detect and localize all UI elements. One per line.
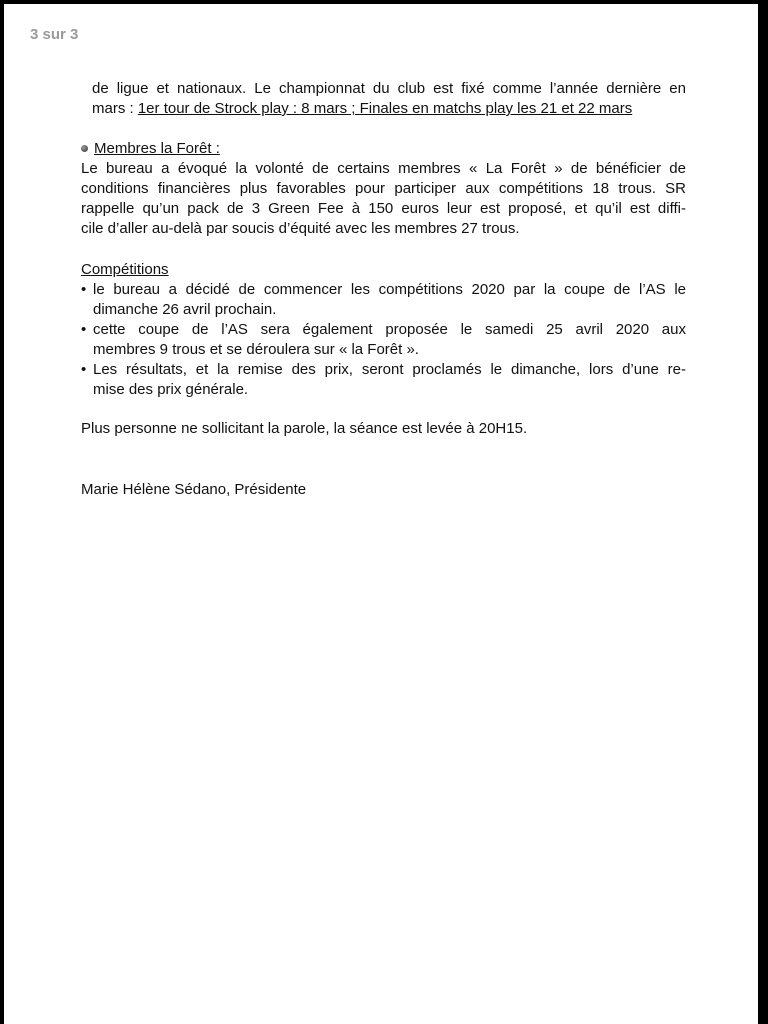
- closing-statement: Plus personne ne sollicitant la parole, la séance est levée à 20H15.: [81, 420, 528, 437]
- intro-line-2-prefix: mars :: [92, 100, 138, 117]
- document-page: [4, 4, 758, 1024]
- foret-line-3: rappelle qu’un pack de 3 Green Fee à 150 euros leur est proposé, et qu’il est diffi-: [81, 200, 686, 217]
- bullet-dot-icon: [81, 145, 88, 152]
- foret-heading: Membres la Forêt :: [94, 140, 220, 157]
- competitions-heading: Compétitions: [81, 261, 169, 278]
- signature: Marie Hélène Sédano, Présidente: [81, 481, 307, 498]
- competition-item-2-line-1: cette coupe de l’AS sera également proposée le samedi 25 avril 2020 aux: [93, 321, 686, 338]
- intro-line-2: [92, 99, 686, 119]
- list-bullet: •: [81, 321, 87, 338]
- championship-dates: 1er tour de Strock play : 8 mars ; Finales en matchs play les 21 et 22 mars: [137, 100, 633, 117]
- foret-heading-row: [81, 139, 220, 159]
- foret-line-2: conditions financières plus favorables pour participer aux compétitions 18 trous. SR: [81, 180, 686, 197]
- competition-item-2-line-2: membres 9 trous et se déroulera sur « la Forêt ».: [93, 341, 419, 358]
- foret-line-4: cile d’aller au-delà par soucis d’équité avec les membres 27 trous.: [81, 220, 520, 237]
- competition-item-3-line-2: mise des prix générale.: [93, 381, 249, 398]
- foret-line-1: Le bureau a évoqué la volonté de certains membres « La Forêt » de bénéficier de: [81, 160, 686, 177]
- list-bullet: •: [81, 281, 87, 298]
- page-indicator: 3 sur 3: [30, 26, 79, 43]
- competition-item-1-line-1: le bureau a décidé de commencer les compétitions 2020 par la coupe de l’AS le: [93, 281, 686, 298]
- list-bullet: •: [81, 361, 87, 378]
- competition-item-1-line-2: dimanche 26 avril prochain.: [93, 301, 277, 318]
- intro-line-1: de ligue et nationaux. Le championnat du club est fixé comme l’année dernière en: [92, 80, 686, 97]
- competition-item-3-line-1: Les résultats, et la remise des prix, seront proclamés le dimanche, lors d’une re-: [93, 361, 686, 378]
